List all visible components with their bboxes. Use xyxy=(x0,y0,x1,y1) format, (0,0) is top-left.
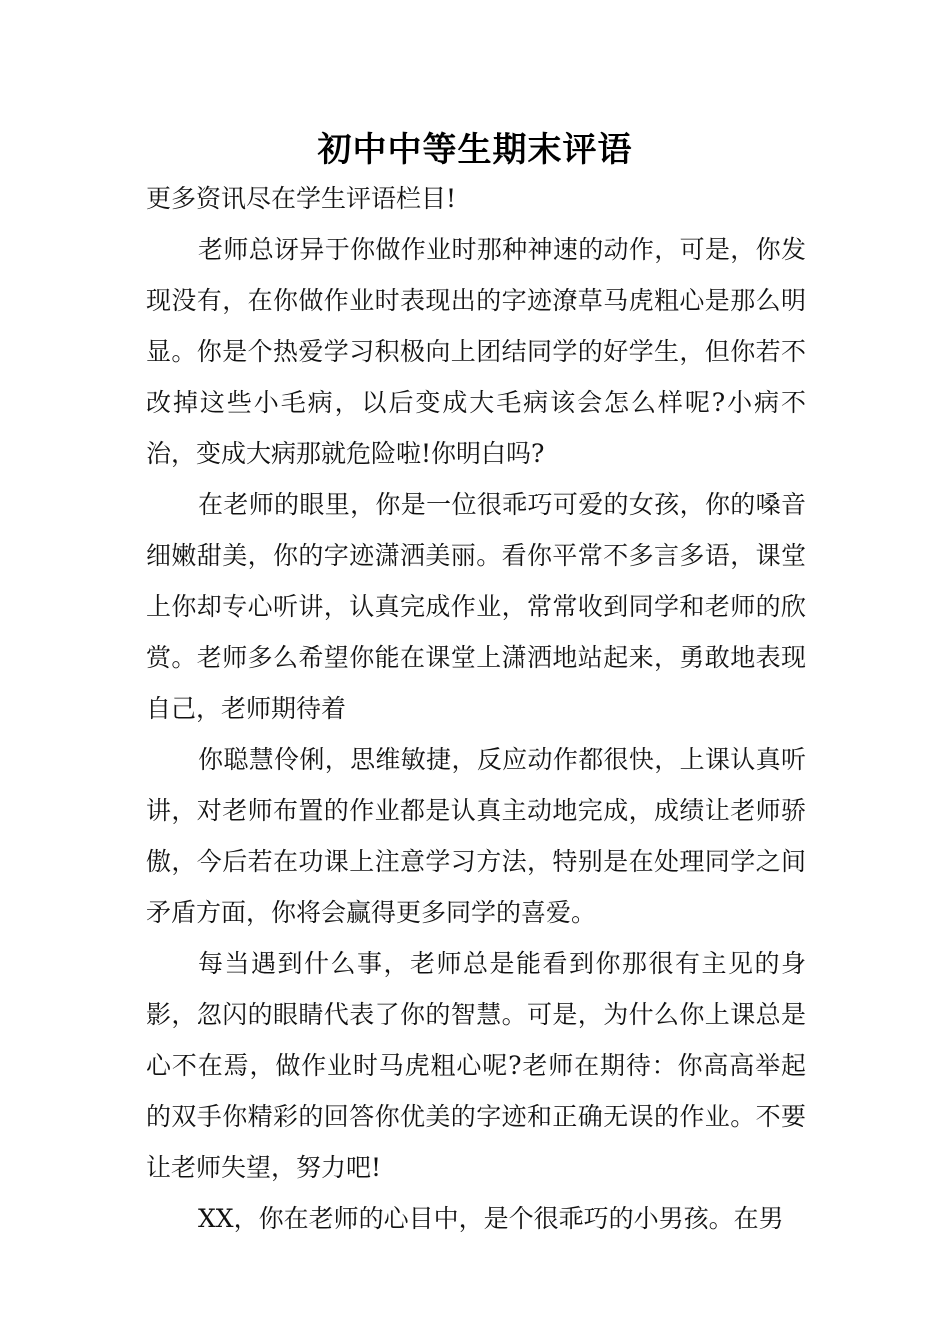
paragraph-2: 在老师的眼里，你是一位很乖巧可爱的女孩，你的嗓音细嫩甜美，你的字迹潇洒美丽。看你平常不多言多语，课堂上你却专心听讲，认真完成作业，常常收到同学和老师的欣赏。老师多么希望你能在课堂上潇洒地站起来，勇敢地表现自己，老师期待着 xyxy=(146,490,806,723)
paragraph-1: 老师总讶异于你做作业时那种神速的动作，可是，你发现没有，在你做作业时表现出的字迹潦草马虎粗心是那么明显。你是个热爱学习积极向上团结同学的好学生，但你若不改掉这些小毛病，以后变成大毛病该会怎么样呢?小病不治，变成大病那就危险啦!你明白吗? xyxy=(146,235,806,468)
document-body xyxy=(146,173,806,1244)
paragraph-3: 你聪慧伶俐，思维敏捷，反应动作都很快，上课认真听讲，对老师布置的作业都是认真主动地完成，成绩让老师骄傲，今后若在功课上注意学习方法，特别是在处理同学之间矛盾方面，你将会赢得更多同学的喜爱。 xyxy=(146,745,806,927)
paragraph-5: XX，你在老师的心目中，是个很乖巧的小男孩。在男 xyxy=(198,1204,784,1233)
document-title: 初中中等生期末评语 xyxy=(317,130,633,170)
intro-line: 更多资讯尽在学生评语栏目! xyxy=(146,184,457,213)
paragraph-4: 每当遇到什么事，老师总是能看到你那很有主见的身影，忽闪的眼睛代表了你的智慧。可是，为什么你上课总是心不在焉，做作业时马虎粗心呢?老师在期待：你高高举起的双手你精彩的回答你优美的字迹和正确无误的作业。不要让老师失望，努力吧! xyxy=(146,949,806,1182)
